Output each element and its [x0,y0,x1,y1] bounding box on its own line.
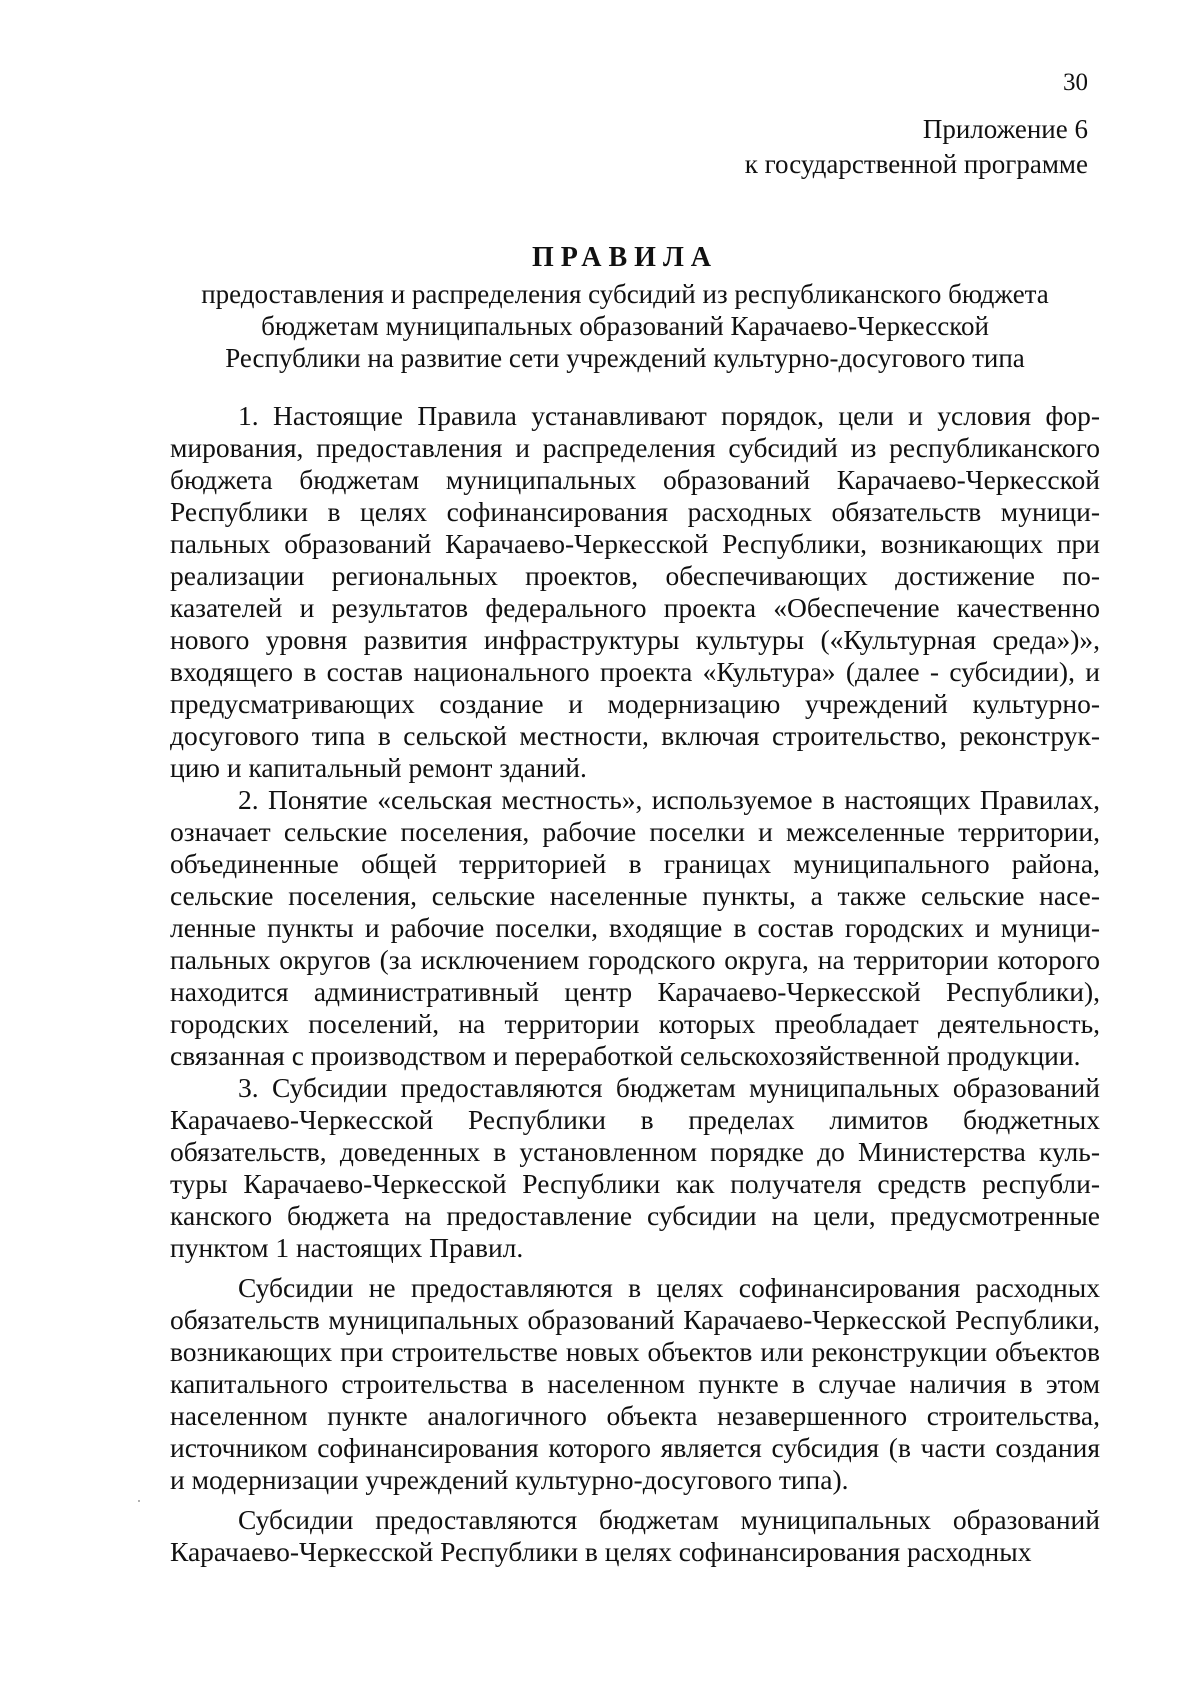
paragraph-5: Субсидии предоставляются бюджетам муниципальных образований Карачаево-Черкесской Республики в целях софинансирования расходных [170,1504,1100,1567]
subtitle-line-2: бюджетам муниципальных образований Карачаево-Черкесской [261,311,989,341]
scan-speck [138,1500,140,1502]
paragraph-2: 2. Понятие «сельская местность», используемое в настоящих Правилах, означает сельские поселения, рабочие поселки и межселенные территории, объединенные общей территорией в границах муниципального района, сельские поселения, сельские населенные пункты, а также сельские населенные пункты и рабочие поселки, входящие в состав городских и муниципальных округов (за исключением городского округа, на территории которого находится административный центр Карачаево-Черкесской Республики), городских поселений, на территории которых преобладает деятельность, связанная с производством и переработкой сельскохозяйственной продукции. [170,784,1100,1071]
body-text [170,400,1100,1568]
paragraph-4: Субсидии не предоставляются в целях софинансирования расходных обязательств муниципальных образований Карачаево-Черкесской Республики, возникающих при строительстве новых объектов или реконструкции объектов капитального строительства в населенном пункте в случае наличия в этом населенном пункте аналогичного объекта незавершенного строительства, источником софинансирования которого является субсидия (в части создания и модернизации учреждений культурно-досугового типа). [170,1272,1100,1495]
appendix-line-2: к государственной программе [744,149,1088,179]
subtitle-line-1: предоставления и распределения субсидий из республиканского бюджета [201,279,1049,309]
subtitle-line-3: Республики на развитие сети учреждений культурно-досугового типа [225,343,1025,373]
appendix-line-1: Приложение 6 [922,114,1088,144]
paragraph-3: 3. Субсидии предоставляются бюджетам муниципальных образований Карачаево-Черкесской Республики в пределах лимитов бюджетных обязательств, доведенных в установленном порядке до Министерства культуры Карачаево-Черкесской Республики как получателя средств республиканского бюджета на предоставление субсидии на цели, предусмотренные пунктом 1 настоящих Правил. [170,1072,1100,1263]
paragraph-1: 1. Настоящие Правила устанавливают порядок, цели и условия формирования, предоставления и распределения субсидий из республиканского бюджета бюджетам муниципальных образований Карачаево-Черкесской Республики в целях софинансирования расходных обязательств муниципальных образований Карачаево-Черкесской Республики, возникающих при реализации региональных проектов, обеспечивающих достижение показателей и результатов федерального проекта «Обеспечение качественно нового уровня развития инфраструктуры культуры («Культурная среда»)», входящего в состав национального проекта «Культура» (далее - субсидии), и предусматривающих создание и модернизацию учреждений культурно-досугового типа в сельской местности, включая строительство, реконструкцию и капитальный ремонт зданий. [170,400,1100,783]
title-block [150,240,1100,374]
document-subtitle [150,278,1100,374]
page-number: 30 [1063,69,1088,96]
appendix-reference [745,112,1088,182]
document-title: ПРАВИЛА [531,242,719,273]
